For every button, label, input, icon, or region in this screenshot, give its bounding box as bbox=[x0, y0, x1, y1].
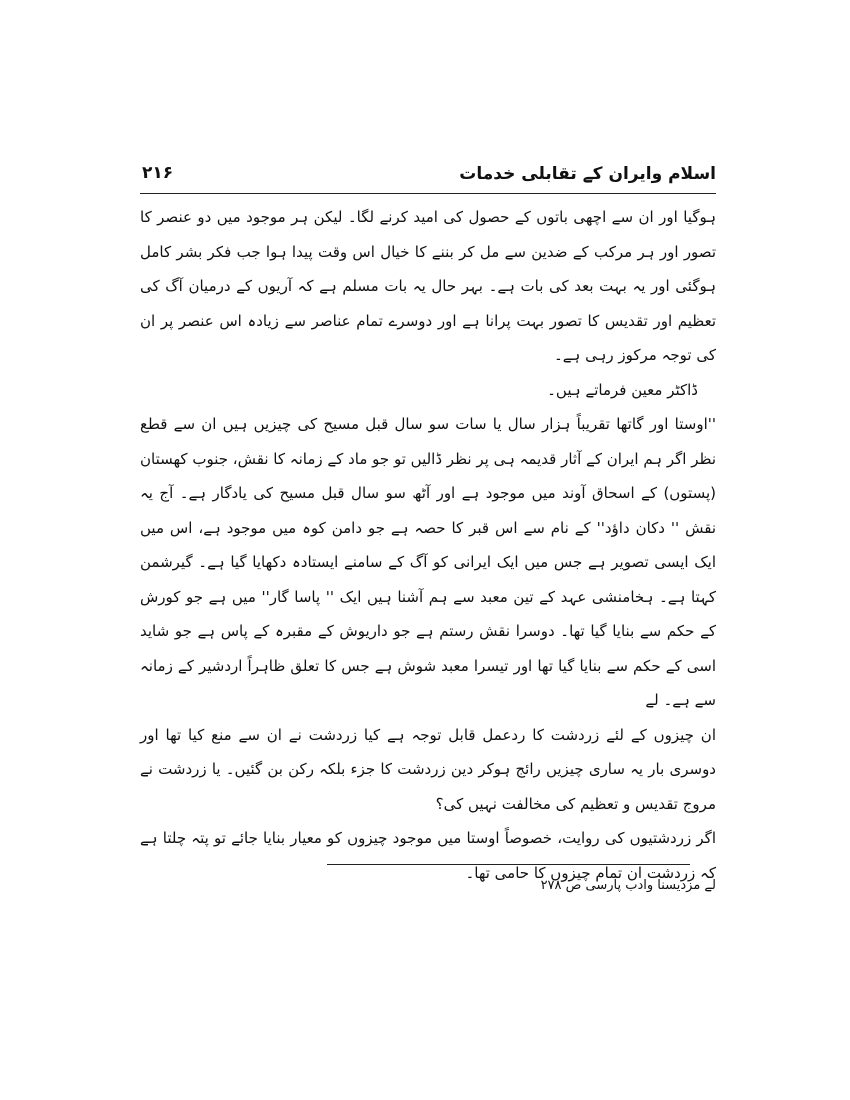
page-number: ۲۱۶ bbox=[142, 163, 174, 183]
paragraph-1: ہوگیا اور ان سے اچھی باتوں کے حصول کی امید کرنے لگا۔ لیکن ہر موجود میں دو عنصر کا تصور اور ہر مرکب کے ضدین سے مل کر بننے کا خیال اس وقت پیدا ہوا جب فکر بشر کامل ہوگئی اور یہ بہت بعد کی بات ہے۔ بہر حال یہ بات مسلم ہے کہ آریوں کے درمیان آگ کی تعظیم اور تقدیس کا تصور بہت پرانا ہے اور دوسرے تمام عناصر سے زیادہ اس عنصر پر ان کی توجہ مرکوز رہی ہے۔ bbox=[140, 208, 716, 364]
paragraph-4: ان چیزوں کے لئے زردشت کا ردعمل قابل توجہ ہے کیا زردشت نے ان سے منع کیا تھا اور دوسری بار یہ ساری چیزیں رائج ہوکر دین زردشت کا جزء بلکہ رکن بن گئیں۔ یا زردشت نے مروج تقدیس و تعظیم کی مخالفت نہیں کی؟ bbox=[140, 725, 716, 813]
footnote-divider bbox=[327, 864, 690, 865]
paragraph-5: اگر زردشتیوں کی روایت، خصوصاً اوستا میں موجود چیزوں کو معیار بنایا جائے تو پتہ چلتا ہے کہ زردشت ان تمام چیزوں کا حامی تھا۔ bbox=[140, 829, 716, 882]
paragraph-2: ڈاکٹر معین فرماتے ہیں۔ bbox=[547, 380, 698, 399]
body-text bbox=[140, 200, 716, 890]
running-title: اسلام وایران کے تقابلی خدمات bbox=[459, 164, 716, 184]
footnote: لے مزدیسنا وادب پارسی ص ۲۷۸ bbox=[540, 878, 716, 893]
quotation-paragraph: ''اوستا اور گاتھا تقریباً ہزار سال یا سات سو سال قبل مسیح کی چیزیں ہیں ان سے قطع نظر اگر ہم ایران کے آثار قدیمہ ہی پر نظر ڈالیں تو جو ماد کے زمانہ کا نقش، جنوب کھستان (پستوں) کے اسحاق آوند میں موجود ہے اور آٹھ سو سال قبل مسیح کی یادگار ہے۔ آج یہ نقش '' دکان داؤد'' کے نام سے اس قبر کا حصہ ہے جو دامن کوہ میں موجود ہے، اس میں ایک ایسی تصویر ہے جس میں ایک ایرانی کو آگ کے سامنے ایستادہ دکھایا گیا ہے۔ گیرشمن کہتا ہے۔ ہخامنشی عہد کے تین معبد سے ہم آشنا ہیں ایک '' پاسا گار'' میں ہے جو کورش کے حکم سے بنایا گیا تھا۔ دوسرا نقش رستم ہے جو داریوش کے مقبرہ کے پاس ہے جو شاید اسی کے حکم سے بنایا گیا تھا اور تیسرا معبد شوش ہے جس کا تعلق ظاہراً اردشیر کے زمانہ سے ہے۔ لے bbox=[140, 415, 716, 709]
page-header bbox=[140, 157, 716, 194]
